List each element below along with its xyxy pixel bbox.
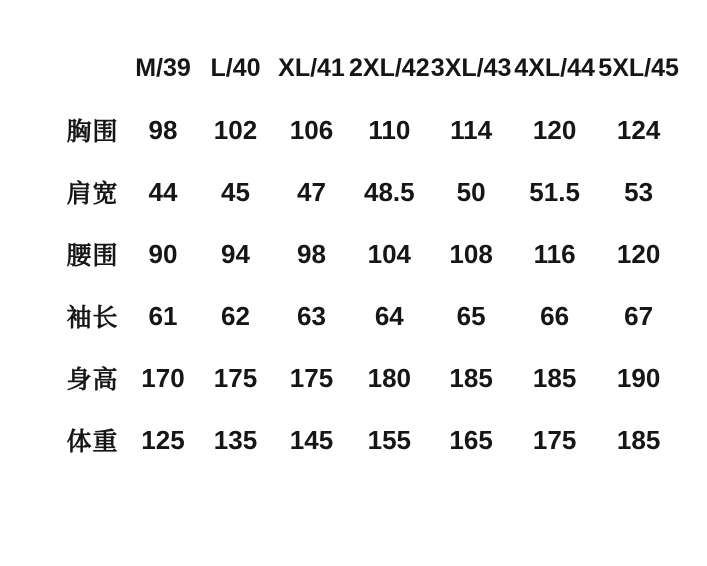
size-value-cell: 114 — [450, 114, 493, 145]
column-header-5xl45: 5XL/45 — [598, 53, 679, 82]
table-row-chest — [56, 99, 681, 161]
size-value-cell: 106 — [289, 114, 334, 145]
size-value-cell: 98 — [297, 238, 326, 269]
size-value-cell: 185 — [449, 362, 493, 393]
corner-cell — [56, 37, 129, 99]
size-value-cell: 102 — [213, 114, 258, 145]
header-row — [56, 37, 681, 99]
row-label-waist: 腰围 — [66, 242, 119, 270]
size-value-cell: 170 — [141, 362, 185, 393]
size-value-cell: 66 — [540, 300, 570, 331]
size-value-cell: 145 — [289, 424, 334, 455]
size-value-cell: 104 — [367, 238, 411, 269]
row-label-shoulder: 肩宽 — [66, 180, 119, 208]
table-row-weight — [56, 409, 681, 471]
size-value-cell: 135 — [213, 424, 258, 455]
table-row-height — [56, 347, 681, 409]
table-row-sleeve — [56, 285, 681, 347]
size-value-cell: 175 — [532, 424, 577, 455]
size-value-cell: 50 — [456, 176, 486, 207]
size-value-cell: 185 — [616, 424, 661, 455]
row-label-weight: 体重 — [66, 428, 119, 456]
size-value-cell: 185 — [532, 362, 577, 393]
size-value-cell: 165 — [449, 424, 493, 455]
size-value-cell: 67 — [624, 300, 654, 331]
size-value-cell: 61 — [148, 300, 178, 331]
size-value-cell: 53 — [624, 176, 654, 207]
size-value-cell: 180 — [367, 362, 411, 393]
table-row-waist — [56, 223, 681, 285]
size-value-cell: 90 — [148, 238, 178, 269]
size-value-cell: 175 — [213, 362, 258, 393]
column-header-2xl42: 2XL/42 — [349, 53, 430, 82]
size-value-cell: 98 — [148, 114, 178, 145]
size-value-cell: 125 — [141, 424, 185, 455]
row-label-chest: 胸围 — [66, 118, 119, 146]
size-value-cell: 175 — [289, 362, 334, 393]
size-value-cell: 108 — [449, 238, 493, 269]
size-value-cell: 190 — [616, 362, 661, 393]
size-value-cell: 62 — [221, 300, 250, 331]
column-header-3xl43: 3XL/43 — [430, 53, 512, 82]
size-value-cell: 120 — [532, 114, 577, 145]
size-value-cell: 47 — [297, 176, 326, 207]
size-value-cell: 64 — [374, 300, 404, 331]
size-value-cell: 65 — [456, 300, 486, 331]
row-label-sleeve: 袖长 — [66, 304, 119, 332]
column-header-4xl44: 4XL/44 — [514, 53, 595, 82]
table-row-shoulder — [56, 161, 681, 223]
size-value-cell: 155 — [367, 424, 411, 455]
column-header-l40: L/40 — [210, 53, 261, 82]
size-value-cell: 94 — [221, 238, 250, 269]
size-chart-table — [56, 37, 681, 471]
column-header-xl41: XL/41 — [278, 53, 345, 82]
size-value-cell: 48.5 — [364, 176, 415, 207]
size-value-cell: 116 — [533, 238, 576, 269]
size-value-cell: 63 — [297, 300, 326, 331]
size-value-cell: 45 — [221, 176, 250, 207]
row-label-height: 身高 — [66, 366, 119, 394]
size-value-cell: 120 — [616, 238, 661, 269]
size-value-cell: 51.5 — [529, 176, 580, 207]
size-value-cell: 110 — [368, 114, 411, 145]
column-header-m39: M/39 — [135, 53, 191, 82]
size-value-cell: 44 — [148, 176, 178, 207]
size-value-cell: 124 — [616, 114, 661, 145]
